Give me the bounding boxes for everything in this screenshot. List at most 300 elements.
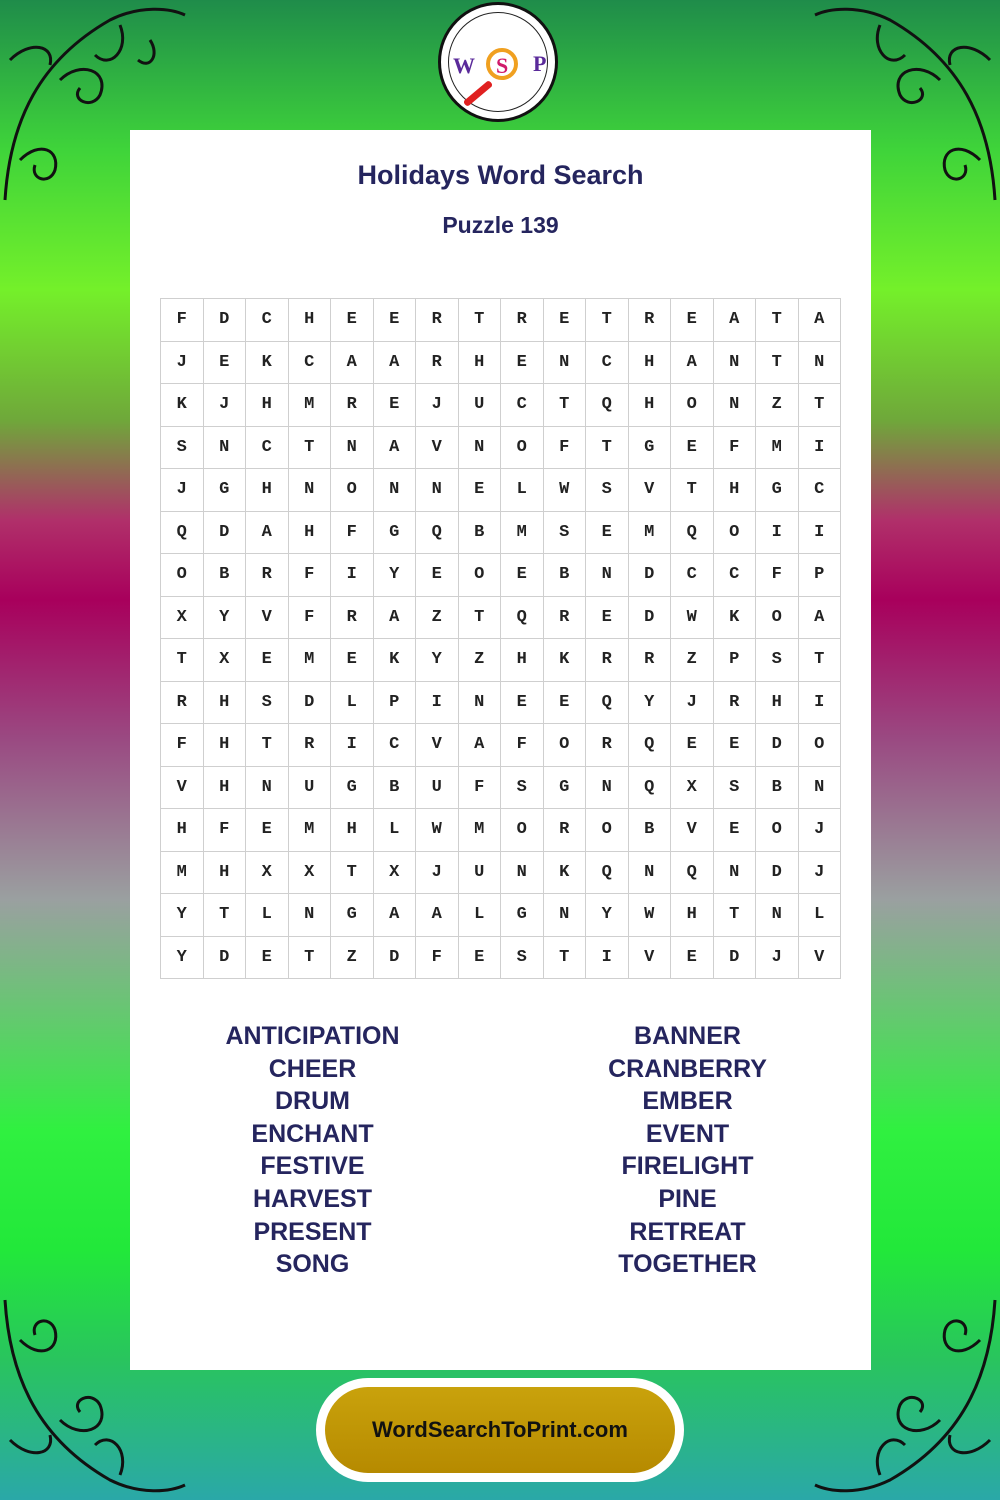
grid-row	[161, 766, 841, 809]
grid-cell[interactable]: S	[713, 766, 756, 809]
grid-cell[interactable]: N	[713, 384, 756, 427]
grid-cell[interactable]: B	[628, 809, 671, 852]
word-item: CHEER	[268, 1054, 357, 1083]
grid-cell[interactable]: O	[671, 384, 714, 427]
grid-cell[interactable]: R	[416, 341, 459, 384]
grid-cell[interactable]: X	[246, 851, 289, 894]
grid-cell[interactable]: E	[586, 596, 629, 639]
letter-grid	[160, 298, 841, 979]
grid-cell[interactable]: J	[798, 851, 841, 894]
grid-cell[interactable]: N	[798, 341, 841, 384]
grid-cell[interactable]: W	[543, 469, 586, 512]
grid-cell[interactable]: R	[543, 809, 586, 852]
grid-cell[interactable]: C	[288, 341, 331, 384]
grid-cell[interactable]: H	[288, 299, 331, 342]
grid-cell[interactable]: H	[203, 681, 246, 724]
grid-cell[interactable]: K	[373, 639, 416, 682]
grid-cell[interactable]: A	[713, 299, 756, 342]
grid-cell[interactable]: V	[628, 469, 671, 512]
grid-cell[interactable]: X	[373, 851, 416, 894]
word-item: TOGETHER	[618, 1250, 757, 1279]
grid-cell[interactable]: M	[628, 511, 671, 554]
grid-cell[interactable]: H	[713, 469, 756, 512]
grid-cell[interactable]: Q	[628, 724, 671, 767]
word-item: FIRELIGHT	[621, 1152, 754, 1181]
grid-cell[interactable]: J	[203, 384, 246, 427]
grid-cell[interactable]: S	[501, 936, 544, 979]
grid-cell[interactable]: E	[713, 809, 756, 852]
grid-cell[interactable]: F	[288, 554, 331, 597]
grid-cell[interactable]: Q	[671, 511, 714, 554]
grid-cell[interactable]: V	[161, 766, 204, 809]
grid-cell[interactable]: H	[331, 809, 374, 852]
grid-cell[interactable]: T	[798, 639, 841, 682]
grid-cell[interactable]: E	[713, 724, 756, 767]
grid-cell[interactable]: Z	[756, 384, 799, 427]
grid-cell[interactable]: R	[161, 681, 204, 724]
grid-cell[interactable]: Y	[203, 596, 246, 639]
grid-cell[interactable]: E	[586, 511, 629, 554]
grid-cell[interactable]: K	[246, 341, 289, 384]
grid-cell[interactable]: T	[288, 936, 331, 979]
grid-cell[interactable]: W	[628, 894, 671, 937]
grid-cell[interactable]: S	[756, 639, 799, 682]
grid-cell[interactable]: F	[416, 936, 459, 979]
grid-cell[interactable]: O	[543, 724, 586, 767]
grid-cell[interactable]: M	[288, 639, 331, 682]
grid-cell[interactable]: E	[331, 299, 374, 342]
grid-cell[interactable]: N	[246, 766, 289, 809]
grid-cell[interactable]: V	[416, 724, 459, 767]
grid-cell[interactable]: R	[288, 724, 331, 767]
grid-cell[interactable]: E	[246, 936, 289, 979]
grid-cell[interactable]: N	[543, 894, 586, 937]
grid-cell[interactable]: J	[416, 384, 459, 427]
grid-cell[interactable]: R	[628, 299, 671, 342]
grid-cell[interactable]: D	[288, 681, 331, 724]
grid-cell[interactable]: A	[373, 894, 416, 937]
grid-row	[161, 511, 841, 554]
grid-cell[interactable]: T	[458, 596, 501, 639]
grid-cell[interactable]: O	[756, 596, 799, 639]
grid-cell[interactable]: H	[203, 766, 246, 809]
grid-cell[interactable]: N	[458, 426, 501, 469]
grid-cell[interactable]: N	[756, 894, 799, 937]
grid-cell[interactable]: K	[161, 384, 204, 427]
grid-cell[interactable]: Y	[161, 936, 204, 979]
grid-cell[interactable]: M	[161, 851, 204, 894]
grid-cell[interactable]: D	[203, 299, 246, 342]
grid-cell[interactable]: T	[161, 639, 204, 682]
grid-cell[interactable]: H	[161, 809, 204, 852]
word-item: CRANBERRY	[608, 1054, 767, 1083]
grid-cell[interactable]: T	[756, 341, 799, 384]
grid-cell[interactable]: E	[246, 639, 289, 682]
grid-cell[interactable]: H	[203, 724, 246, 767]
grid-row	[161, 554, 841, 597]
grid-cell[interactable]: C	[373, 724, 416, 767]
grid-cell[interactable]: Q	[161, 511, 204, 554]
puzzle-card	[130, 130, 871, 1370]
grid-cell[interactable]: O	[586, 809, 629, 852]
grid-cell[interactable]: N	[373, 469, 416, 512]
grid-cell[interactable]: O	[756, 809, 799, 852]
grid-cell[interactable]: T	[458, 299, 501, 342]
grid-cell[interactable]: U	[458, 851, 501, 894]
grid-cell[interactable]: F	[501, 724, 544, 767]
grid-cell[interactable]: W	[416, 809, 459, 852]
grid-cell[interactable]: R	[331, 596, 374, 639]
grid-cell[interactable]: F	[543, 426, 586, 469]
grid-cell[interactable]: E	[331, 639, 374, 682]
grid-cell[interactable]: T	[713, 894, 756, 937]
grid-cell[interactable]: E	[543, 299, 586, 342]
grid-cell[interactable]: P	[798, 554, 841, 597]
grid-row	[161, 894, 841, 937]
grid-cell[interactable]: G	[331, 766, 374, 809]
word-item: ANTICIPATION	[225, 1022, 400, 1050]
grid-cell[interactable]: Z	[671, 639, 714, 682]
grid-cell[interactable]: I	[798, 426, 841, 469]
grid-cell[interactable]: A	[458, 724, 501, 767]
grid-cell[interactable]: S	[246, 681, 289, 724]
grid-cell[interactable]: C	[671, 554, 714, 597]
grid-cell[interactable]: B	[458, 511, 501, 554]
grid-cell[interactable]: A	[246, 511, 289, 554]
grid-cell[interactable]: Z	[416, 596, 459, 639]
grid-cell[interactable]: P	[373, 681, 416, 724]
grid-cell[interactable]: F	[161, 299, 204, 342]
grid-cell[interactable]: O	[501, 809, 544, 852]
site-link[interactable]: WordSearchToPrint.com	[325, 1387, 675, 1473]
grid-cell[interactable]: N	[288, 894, 331, 937]
word-list-left	[170, 1020, 455, 1281]
grid-cell[interactable]: T	[756, 299, 799, 342]
grid-cell[interactable]: H	[203, 851, 246, 894]
grid-cell[interactable]: X	[671, 766, 714, 809]
grid-cell[interactable]: Z	[331, 936, 374, 979]
grid-cell[interactable]: I	[798, 681, 841, 724]
grid-cell[interactable]: Y	[586, 894, 629, 937]
grid-cell[interactable]: N	[288, 469, 331, 512]
grid-cell[interactable]: E	[373, 384, 416, 427]
logo-letter: S	[496, 53, 509, 78]
grid-cell[interactable]: A	[416, 894, 459, 937]
grid-cell[interactable]: A	[331, 341, 374, 384]
grid-cell[interactable]: L	[458, 894, 501, 937]
grid-cell[interactable]: G	[373, 511, 416, 554]
grid-cell[interactable]: G	[628, 426, 671, 469]
grid-cell[interactable]: T	[586, 426, 629, 469]
grid-cell[interactable]: I	[756, 511, 799, 554]
grid-cell[interactable]: N	[331, 426, 374, 469]
grid-cell[interactable]: F	[161, 724, 204, 767]
grid-cell[interactable]: F	[203, 809, 246, 852]
grid-cell[interactable]: Q	[586, 681, 629, 724]
grid-cell[interactable]: K	[713, 596, 756, 639]
grid-cell[interactable]: L	[331, 681, 374, 724]
grid-cell[interactable]: M	[288, 809, 331, 852]
grid-cell[interactable]: J	[756, 936, 799, 979]
grid-cell[interactable]: R	[713, 681, 756, 724]
grid-cell[interactable]: Y	[628, 681, 671, 724]
word-list-right	[545, 1020, 830, 1281]
word-item: EMBER	[642, 1087, 733, 1116]
logo-letter: W	[453, 53, 475, 78]
grid-row	[161, 426, 841, 469]
grid-cell[interactable]: N	[798, 766, 841, 809]
grid-cell[interactable]: S	[543, 511, 586, 554]
grid-cell[interactable]: T	[798, 384, 841, 427]
word-item: DRUM	[275, 1087, 350, 1116]
grid-row	[161, 936, 841, 979]
grid-cell[interactable]: D	[628, 554, 671, 597]
grid-cell[interactable]: O	[713, 511, 756, 554]
grid-cell[interactable]: L	[246, 894, 289, 937]
word-item: EVENT	[645, 1119, 730, 1148]
word-item: BANNER	[634, 1022, 741, 1050]
word-item: FESTIVE	[260, 1152, 365, 1181]
grid-cell[interactable]: T	[543, 384, 586, 427]
grid-cell[interactable]: C	[713, 554, 756, 597]
grid-row	[161, 724, 841, 767]
grid-cell[interactable]: G	[543, 766, 586, 809]
grid-cell[interactable]: D	[628, 596, 671, 639]
puzzle-number: Puzzle 139	[442, 212, 559, 238]
grid-cell[interactable]: X	[161, 596, 204, 639]
grid-cell[interactable]: Q	[416, 511, 459, 554]
grid-cell[interactable]: E	[671, 936, 714, 979]
grid-cell[interactable]: E	[458, 936, 501, 979]
logo-letter: P	[533, 51, 547, 76]
grid-cell[interactable]: N	[586, 766, 629, 809]
grid-cell[interactable]: E	[501, 681, 544, 724]
grid-cell[interactable]: O	[798, 724, 841, 767]
grid-cell[interactable]: T	[246, 724, 289, 767]
grid-row	[161, 681, 841, 724]
grid-cell[interactable]: H	[501, 639, 544, 682]
grid-cell[interactable]: Y	[416, 639, 459, 682]
grid-cell[interactable]: H	[628, 341, 671, 384]
grid-cell[interactable]: N	[501, 851, 544, 894]
grid-cell[interactable]: B	[756, 766, 799, 809]
grid-cell[interactable]: N	[713, 851, 756, 894]
grid-cell[interactable]: R	[586, 639, 629, 682]
word-item: PRESENT	[253, 1217, 372, 1246]
grid-cell[interactable]: D	[713, 936, 756, 979]
grid-cell[interactable]: C	[798, 469, 841, 512]
grid-cell[interactable]: H	[288, 511, 331, 554]
grid-cell[interactable]: D	[203, 511, 246, 554]
grid-cell[interactable]: Q	[671, 851, 714, 894]
grid-cell[interactable]: Q	[628, 766, 671, 809]
grid-cell[interactable]: F	[713, 426, 756, 469]
grid-cell[interactable]: G	[203, 469, 246, 512]
grid-row	[161, 809, 841, 852]
grid-cell[interactable]: Q	[586, 384, 629, 427]
grid-cell[interactable]: B	[373, 766, 416, 809]
grid-cell[interactable]: V	[671, 809, 714, 852]
grid-cell[interactable]: V	[628, 936, 671, 979]
footer-badge	[316, 1378, 684, 1482]
grid-cell[interactable]: R	[246, 554, 289, 597]
grid-cell[interactable]: U	[288, 766, 331, 809]
grid-cell[interactable]: J	[671, 681, 714, 724]
grid-cell[interactable]: E	[458, 469, 501, 512]
grid-cell[interactable]: E	[501, 341, 544, 384]
grid-row	[161, 596, 841, 639]
grid-cell[interactable]: G	[331, 894, 374, 937]
grid-cell[interactable]: T	[586, 299, 629, 342]
grid-cell[interactable]: B	[543, 554, 586, 597]
grid-cell[interactable]: R	[501, 299, 544, 342]
grid-cell[interactable]: Q	[586, 851, 629, 894]
grid-cell[interactable]: Y	[161, 894, 204, 937]
grid-cell[interactable]: C	[246, 426, 289, 469]
grid-cell[interactable]: V	[246, 596, 289, 639]
grid-cell[interactable]: V	[416, 426, 459, 469]
grid-cell[interactable]: J	[798, 809, 841, 852]
grid-cell[interactable]: A	[373, 426, 416, 469]
grid-cell[interactable]: M	[458, 809, 501, 852]
grid-cell[interactable]: E	[671, 299, 714, 342]
grid-cell[interactable]: C	[586, 341, 629, 384]
grid-cell[interactable]: C	[501, 384, 544, 427]
grid-cell[interactable]: F	[331, 511, 374, 554]
grid-cell[interactable]: M	[501, 511, 544, 554]
grid-cell[interactable]: B	[203, 554, 246, 597]
grid-row	[161, 469, 841, 512]
grid-cell[interactable]: E	[373, 299, 416, 342]
grid-cell[interactable]: H	[458, 341, 501, 384]
grid-row	[161, 299, 841, 342]
grid-row	[161, 384, 841, 427]
grid-cell[interactable]: A	[798, 596, 841, 639]
grid-cell[interactable]: U	[416, 766, 459, 809]
grid-cell[interactable]: Q	[501, 596, 544, 639]
grid-cell[interactable]: I	[586, 936, 629, 979]
grid-cell[interactable]: J	[161, 341, 204, 384]
grid-cell[interactable]: O	[161, 554, 204, 597]
grid-cell[interactable]: O	[331, 469, 374, 512]
grid-cell[interactable]: H	[628, 384, 671, 427]
grid-cell[interactable]: D	[756, 724, 799, 767]
grid-cell[interactable]: W	[671, 596, 714, 639]
grid-cell[interactable]: G	[501, 894, 544, 937]
grid-cell[interactable]: N	[203, 426, 246, 469]
grid-cell[interactable]: A	[798, 299, 841, 342]
grid-cell[interactable]: Z	[458, 639, 501, 682]
grid-cell[interactable]: F	[288, 596, 331, 639]
grid-cell[interactable]: T	[543, 936, 586, 979]
grid-cell[interactable]: D	[373, 936, 416, 979]
grid-cell[interactable]: L	[798, 894, 841, 937]
grid-cell[interactable]: N	[586, 554, 629, 597]
grid-cell[interactable]: A	[671, 341, 714, 384]
grid-cell[interactable]: T	[203, 894, 246, 937]
grid-cell[interactable]: J	[161, 469, 204, 512]
grid-cell[interactable]: H	[671, 894, 714, 937]
grid-cell[interactable]: E	[671, 426, 714, 469]
grid-cell[interactable]: L	[501, 469, 544, 512]
grid-cell[interactable]: X	[203, 639, 246, 682]
word-item: ENCHANT	[251, 1119, 374, 1148]
grid-cell[interactable]: C	[246, 299, 289, 342]
grid-cell[interactable]: T	[671, 469, 714, 512]
word-item: SONG	[275, 1250, 350, 1279]
grid-cell[interactable]: T	[331, 851, 374, 894]
grid-cell[interactable]: V	[798, 936, 841, 979]
grid-cell[interactable]: I	[798, 511, 841, 554]
grid-cell[interactable]: N	[713, 341, 756, 384]
grid-cell[interactable]: R	[543, 596, 586, 639]
grid-cell[interactable]: R	[586, 724, 629, 767]
grid-cell[interactable]: A	[373, 341, 416, 384]
grid-cell[interactable]: E	[671, 724, 714, 767]
grid-cell[interactable]: R	[331, 384, 374, 427]
grid-cell[interactable]: T	[288, 426, 331, 469]
grid-cell[interactable]: D	[756, 851, 799, 894]
grid-cell[interactable]: E	[543, 681, 586, 724]
grid-cell[interactable]: K	[543, 851, 586, 894]
grid-cell[interactable]: E	[203, 341, 246, 384]
grid-cell[interactable]: H	[246, 469, 289, 512]
grid-cell[interactable]: I	[331, 724, 374, 767]
grid-cell[interactable]: R	[628, 639, 671, 682]
grid-cell[interactable]: J	[416, 851, 459, 894]
grid-cell[interactable]: F	[458, 766, 501, 809]
grid-row	[161, 639, 841, 682]
grid-cell[interactable]: I	[331, 554, 374, 597]
page-title: Holidays Word Search	[357, 160, 644, 190]
grid-row	[161, 851, 841, 894]
word-item: PINE	[658, 1184, 717, 1213]
grid-cell[interactable]: H	[246, 384, 289, 427]
grid-cell[interactable]: S	[501, 766, 544, 809]
word-item: RETREAT	[629, 1217, 746, 1246]
grid-cell[interactable]: L	[373, 809, 416, 852]
grid-cell[interactable]: I	[416, 681, 459, 724]
grid-cell[interactable]: H	[756, 681, 799, 724]
grid-cell[interactable]: O	[501, 426, 544, 469]
grid-cell[interactable]: S	[586, 469, 629, 512]
grid-cell[interactable]: A	[373, 596, 416, 639]
grid-cell[interactable]: X	[288, 851, 331, 894]
grid-cell[interactable]: E	[416, 554, 459, 597]
grid-cell[interactable]: G	[756, 469, 799, 512]
grid-cell[interactable]: D	[203, 936, 246, 979]
grid-cell[interactable]: R	[416, 299, 459, 342]
grid-cell[interactable]: Y	[373, 554, 416, 597]
grid-cell[interactable]: O	[458, 554, 501, 597]
grid-row	[161, 341, 841, 384]
grid-cell[interactable]: N	[458, 681, 501, 724]
grid-cell[interactable]: E	[246, 809, 289, 852]
grid-cell[interactable]: S	[161, 426, 204, 469]
grid-cell[interactable]: F	[756, 554, 799, 597]
grid-cell[interactable]: M	[288, 384, 331, 427]
grid-cell[interactable]: N	[543, 341, 586, 384]
word-item: HARVEST	[252, 1184, 372, 1213]
grid-cell[interactable]: N	[628, 851, 671, 894]
grid-cell[interactable]: E	[501, 554, 544, 597]
grid-cell[interactable]: P	[713, 639, 756, 682]
grid-cell[interactable]: N	[416, 469, 459, 512]
grid-cell[interactable]: M	[756, 426, 799, 469]
grid-cell[interactable]: U	[458, 384, 501, 427]
site-logo[interactable]	[438, 2, 558, 122]
grid-cell[interactable]: K	[543, 639, 586, 682]
